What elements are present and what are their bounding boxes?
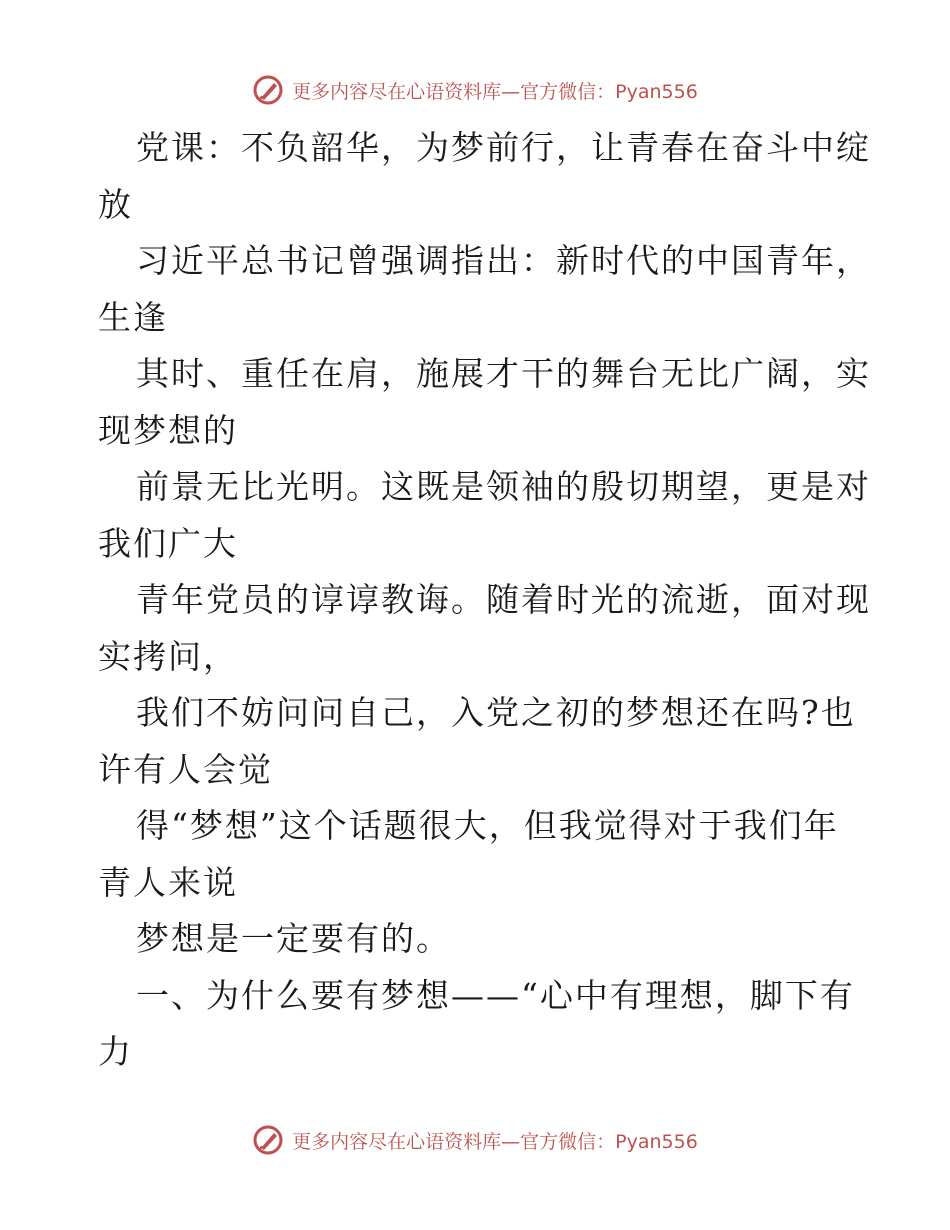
text-line: 前景无比光明。这既是领袖的殷切期望，更是对 — [136, 467, 871, 506]
watermark-text: 更多内容尽在心语资料库—官方微信：Pyan556 — [292, 1130, 698, 1153]
text-line: 放 — [98, 184, 133, 224]
text-line: 我们不妨问问自己，入党之初的梦想还在吗?也 — [136, 693, 856, 732]
header-watermark — [0, 70, 950, 110]
text-line: 我们广大 — [98, 523, 238, 563]
footer-watermark — [0, 1120, 950, 1160]
text-line: 实拷问， — [98, 636, 238, 676]
text-line: 生逢 — [98, 297, 168, 337]
text-line: 习近平总书记曾强调指出：新时代的中国青年， — [136, 241, 871, 280]
text-line: 其时、重任在肩，施展才干的舞台无比广阔，实 — [136, 354, 871, 393]
text-line: 一、为什么要有梦想——“心中有理想，脚下有 — [136, 975, 855, 1015]
text-line: 党课：不负韶华，为梦前行，让青春在奋斗中绽 — [136, 128, 871, 167]
text-line: 力 — [98, 1032, 133, 1071]
text-line: 得“梦想”这个话题很大，但我觉得对于我们年 — [136, 806, 839, 845]
document-body — [98, 120, 871, 1081]
text-line: 许有人会觉 — [98, 749, 273, 789]
text-line: 现梦想的 — [98, 410, 238, 450]
text-line: 梦想是一定要有的。 — [136, 919, 451, 958]
text-line: 青年党员的谆谆教诲。随着时光的流逝，面对现 — [136, 580, 871, 619]
watermark-text: 更多内容尽在心语资料库—官方微信：Pyan556 — [292, 80, 698, 103]
feather-pen-logo-icon — [252, 1124, 284, 1156]
text-line: 青人来说 — [98, 862, 238, 902]
feather-pen-logo-icon — [252, 74, 284, 106]
